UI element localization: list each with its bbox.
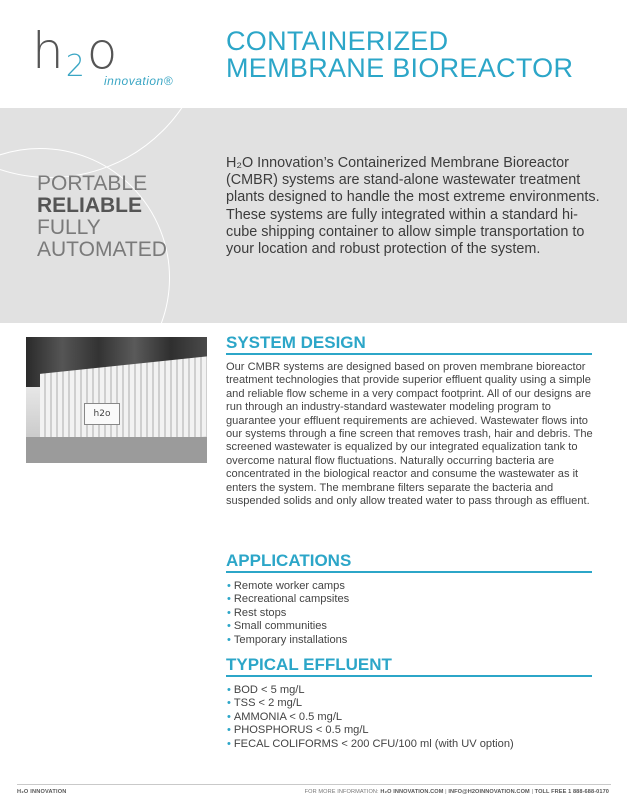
typical-effluent-heading: TYPICAL EFFLUENT [226,656,592,677]
bullet-dot-icon: • [227,606,231,619]
list-item: • Remote worker camps [227,580,345,592]
footer-divider [17,784,611,785]
container-photo [26,337,207,463]
photo-ground [26,437,207,463]
footer-email-link[interactable]: INFO@H2OINNOVATION.COM [448,789,530,795]
footer-separator: | [445,789,447,795]
intro-banner [0,108,627,323]
logo-subtitle: innovation® [104,74,174,88]
title-line-2: MEMBRANE BIOREACTOR [226,53,574,83]
logo-wordmark: h2o [32,22,119,84]
slogan [37,173,167,261]
system-design-body: Our CMBR systems are designed based on proven membrane bioreactor treatment technologies that provide superior effluent quality using a simple and reliable flow scheme in a very compact footprint. All of our designs are run through an industry-standard wastewater modeling program to guarantee your effluent requirements are achieved. Wastewater flows into our systems through a fine screen that removes trash, hair and debris. The screened wastewater is equalized by our integrated equalization tank to overcome natural flow fluctuations. Naturally occurring bacteria are concentrated in the biological reactor and consume the wastewater as it enters the system. The membrane filters separate the bacteria and suspended solids and only allow treated water to pass through as effluent. [226,361,593,508]
document-title [226,28,573,82]
bullet-dot-icon: • [227,737,231,750]
bullet-dot-icon: • [227,724,231,737]
bullet-dot-icon: • [227,710,231,723]
photo-logo-sign: h2o [84,403,120,425]
slogan-line: PORTABLE [37,172,148,195]
slogan-line: FULLY [37,216,101,239]
list-item: • FECAL COLIFORMS < 200 CFU/100 ml (with UV option) [227,737,514,750]
bullet-dot-icon: • [227,593,231,606]
footer-phone: TOLL FREE 1 888-688-0170 [534,789,609,795]
bullet-dot-icon: • [227,633,231,646]
slogan-line: RELIABLE [37,194,142,217]
list-item: • PHOSPHORUS < 0.5 mg/L [227,724,369,737]
applications-heading: APPLICATIONS [226,552,592,573]
slogan-line: AUTOMATED [37,238,167,261]
bullet-dot-icon: • [227,697,231,710]
list-item: • Small communities [227,620,327,633]
system-design-heading: SYSTEM DESIGN [226,334,592,355]
list-item: • TSS < 2 mg/L [227,697,303,710]
list-item: • Recreational campsites [227,593,350,606]
intro-paragraph: H₂O Innovation’s Containerized Membrane Bioreactor (CMBR) systems are stand-alone wastewater treatment plants designed to handle the most extreme environments. These systems are fully integrated within a standard hi-cube shipping container to allow simple transportation to your location and robust protection of the system. [226,155,600,258]
list-item: • BOD < 5 mg/L [227,684,305,696]
applications-list [227,580,349,647]
bullet-dot-icon: • [227,580,231,592]
list-item: • Temporary installations [227,633,348,646]
company-logo [32,22,192,90]
bullet-dot-icon: • [227,620,231,633]
list-item: • AMMONIA < 0.5 mg/L [227,710,343,723]
effluent-list [227,684,514,751]
footer-info-label: FOR MORE INFORMATION: [304,789,379,795]
bullet-dot-icon: • [227,684,231,696]
title-line-1: CONTAINERIZED [226,26,449,56]
footer-contact [305,789,609,795]
list-item: • Rest stops [227,606,287,619]
footer-separator: | [531,789,534,795]
footer-website-link[interactable]: H₂O INNOVATION.COM [380,789,444,795]
footer-company: H₂O INNOVATION [17,789,67,795]
